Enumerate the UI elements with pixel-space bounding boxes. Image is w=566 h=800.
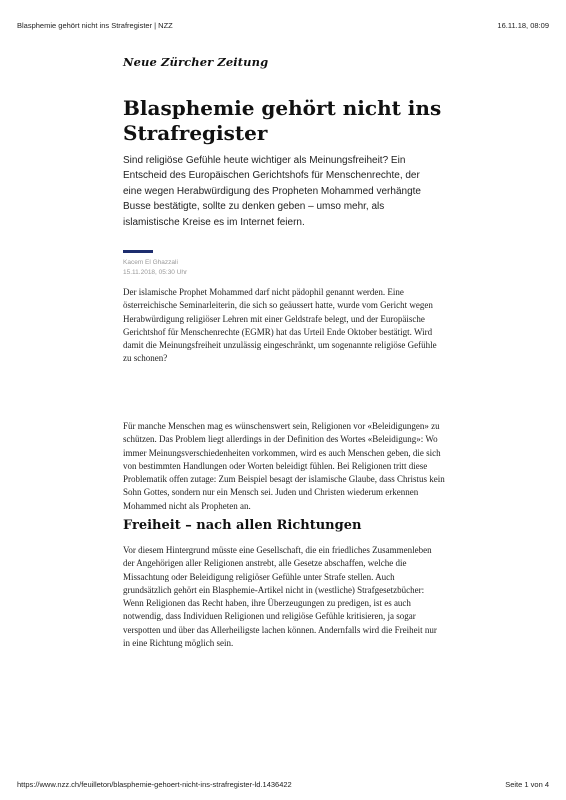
body-paragraph: Vor diesem Hintergrund müsste eine Gesellschaft, die ein friedliches Zusammenleben der Angehörigen aller Religionen anstrebt, alle Gesetze abschaffen, welche die Missachtung oder Beleidigung religiöser Gefühle unter Strafe stellen. Auch grundsätzlich gehört ein Blasphemie-Artikel nicht in (westliche) Strafgesetzbücher: Wenn Religionen das Recht haben, ihre Überzeugungen zu predigen, ist es auch notwendig, dass Individuen Religionen und religiöse Gefühle kritisieren, ja sogar verspotten und über das Allerheiligste lachen können. Andernfalls wird die Freiheit nur in eine Richtung möglich sein. bbox=[123, 545, 437, 649]
article-lead: Sind religiöse Gefühle heute wichtiger als Meinungsfreiheit? Ein Entscheid des Europäischen Gerichtshofs für Menschenrechte, der eine wegen Herabwürdigung des Propheten Mohammed verhängte Busse bestätigte, sollte zu denken geben – umso mehr, als islamistische Kreise es im Internet feiern. bbox=[123, 155, 421, 228]
print-datetime: 16.11.18, 08:09 bbox=[497, 21, 549, 30]
author-name[interactable]: Kacem El Ghazzali bbox=[123, 259, 178, 266]
section-subheading: Freiheit – nach allen Richtungen bbox=[123, 518, 362, 533]
masthead-logo[interactable]: Neue Zürcher Zeitung bbox=[123, 55, 269, 69]
page-number: Seite 1 von 4 bbox=[505, 780, 549, 789]
article-headline: Blasphemie gehört nicht ins Strafregister bbox=[123, 96, 442, 145]
print-page-title: Blasphemie gehört nicht ins Strafregister | NZZ bbox=[17, 21, 173, 30]
accent-rule bbox=[123, 250, 153, 253]
publish-date: 15.11.2018, 05:30 Uhr bbox=[123, 268, 188, 276]
print-url: https://www.nzz.ch/feuilleton/blasphemie-gehoert-nicht-ins-strafregister-ld.1436422 bbox=[17, 780, 292, 789]
body-paragraph: Der islamische Prophet Mohammed darf nicht pädophil genannt werden. Eine österreichische Seminarleiterin, die sich so geäussert hatte, wurde vom Gericht wegen Herabwürdigung religiöser Lehren mit einer Geldstrafe belegt, und der Europäische Gerichtshof für Menschenrechte (EGMR) hat das Urteil Ende Oktober bestätigt. Wird damit die Meinungsfreiheit unzulässig eingeschränkt, um sogenannte religiöse Gefühle zu schonen? bbox=[123, 287, 437, 364]
body-paragraph: Für manche Menschen mag es wünschenswert sein, Religionen vor «Beleidigungen» zu schützen. Das Problem liegt allerdings in der Definition des Wortes «Beleidigung»: Wo immer Meinungsverschiedenheiten vorkommen, wird es auch Menschen geben, die sich von bestimmten Handlungen oder Worten beleidigt fühlen. Bei Religionen tritt diese Problematik offen zutage: Zum Beispiel besagt der islamische Glaube, dass Christus kein Sohn Gottes, sondern nur ein Mensch sei. Juden und Christen wiederum erkennen Mohammed nicht als Propheten an. bbox=[123, 421, 445, 511]
byline bbox=[123, 258, 187, 277]
